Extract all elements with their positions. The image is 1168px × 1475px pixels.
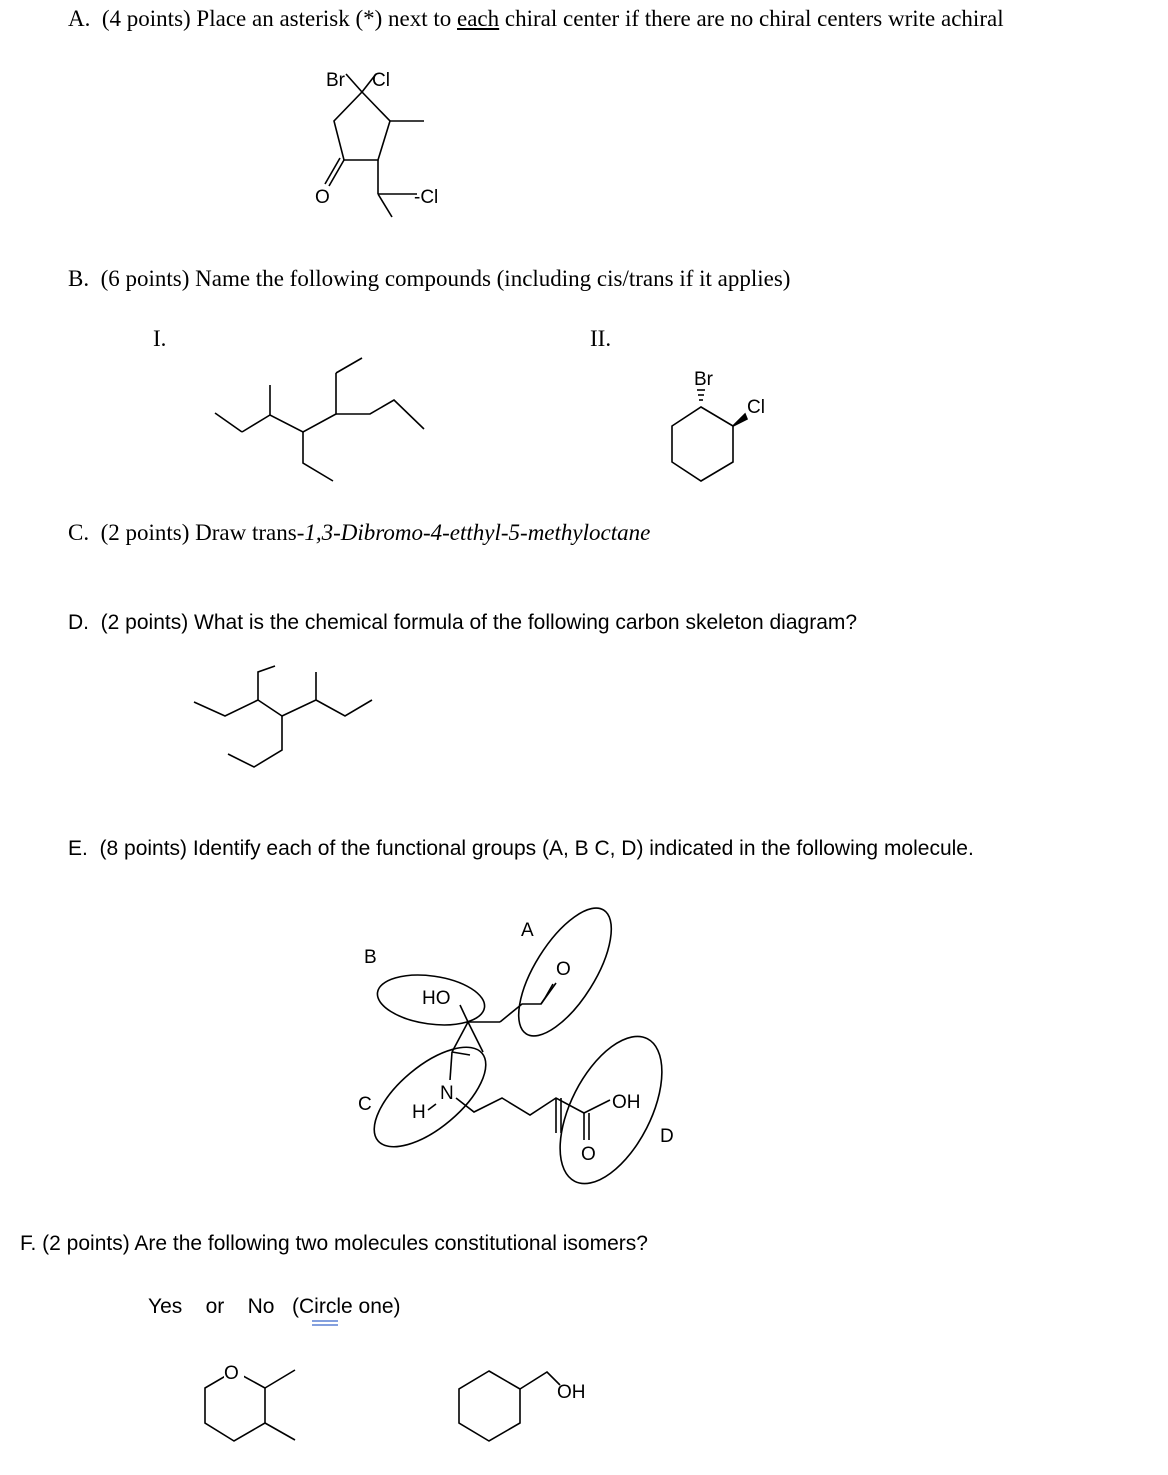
functional-group-c-circle [358,1030,502,1165]
option-or: or [205,1295,225,1318]
wedge-bond [733,414,747,426]
question-e-text: (8 points) Identify each of the functional groups (A, B C, D) indicated in the following molecule. [99,837,974,860]
question-a-text: (4 points) Place an asterisk (*) next to [101,6,452,31]
molecule-e-bond [460,1005,468,1022]
molecule-e-bond [584,1100,610,1113]
question-b-text: (6 points) Name the following compounds (including cis/trans if it applies) [100,266,791,291]
molecule-e-bond [452,1052,470,1055]
molecule-e-bond [541,984,553,1004]
question-a-emphasis: each [457,6,500,31]
atom-br: Br [694,369,713,390]
molecule-f2 [459,1371,586,1441]
question-a-letter: A. [68,6,91,31]
molecule-f1-bond [265,1423,295,1440]
molecule-d-bond [282,672,316,716]
question-d-letter: D. [68,611,89,634]
molecule-a-ring [334,92,390,160]
question-e-letter: E. [68,837,88,860]
atom-cl: Cl [372,70,390,91]
molecule-a-bond [378,194,392,217]
option-no[interactable]: No [247,1295,275,1318]
molecule-f1 [205,1359,295,1441]
molecule-f1-bond [265,1370,295,1388]
molecule-b1-chain [242,373,336,432]
question-f: F. (2 points) Are the following two molecules constitutional isomers? [20,1232,648,1255]
compound-label-1: I. [153,326,167,351]
circle-one-instruction: (Circle one) [292,1295,401,1318]
molecule-b2-ring [672,407,733,481]
question-a-text-end: chiral center if there are no chiral centers write achiral [504,6,1004,31]
molecule-d-bond [228,716,282,767]
molecule-f2-ring [459,1371,520,1441]
compound-label-2: II. [590,326,612,351]
molecule-e-bond [450,1052,452,1080]
question-d-text: (2 points) What is the chemical formula of the following carbon skeleton diagram? [100,611,858,634]
atom-cl-side: -Cl [414,187,439,208]
question-c-letter: C. [68,520,90,545]
molecule-d-bond [258,700,282,716]
question-c-compound-name: 1,3-Dibromo-4-etthyl-5-methyloctane [304,520,651,545]
molecule-e-bond [428,1104,436,1110]
atom-ho: HO [422,988,451,1009]
group-label-c: C [358,1094,372,1115]
molecule-a-bond [346,74,362,92]
atom-o: O [224,1363,239,1384]
atom-o: O [556,959,571,980]
atom-n: N [440,1083,454,1104]
group-label-a: A [521,920,534,941]
atom-o: O [315,187,330,208]
atom-oh: OH [612,1092,641,1113]
molecule-e-bond [500,983,556,1022]
molecule-f2-bond [520,1372,560,1389]
hash-bond [697,390,705,400]
molecule-e-bond [456,1098,584,1115]
group-label-b: B [364,947,377,968]
atom-oh: OH [557,1382,586,1403]
option-yes[interactable]: Yes [148,1295,183,1318]
group-label-d: D [660,1126,674,1147]
atom-h: H [412,1102,426,1123]
molecule-d-chain [194,666,275,716]
molecule-b1-bond [336,400,424,429]
question-b-letter: B. [68,266,90,291]
molecule-d-bond [316,700,372,716]
molecule-b1-bond [215,413,242,432]
atom-cl: Cl [747,397,765,418]
atom-o: O [581,1144,596,1165]
molecule-b1-bond [336,358,362,373]
molecule-e [358,894,683,1199]
question-c-text: (2 points) Draw trans- [100,520,305,545]
molecule-b1-bond [303,432,333,481]
molecule-a [315,70,438,217]
atom-br: Br [326,70,345,91]
